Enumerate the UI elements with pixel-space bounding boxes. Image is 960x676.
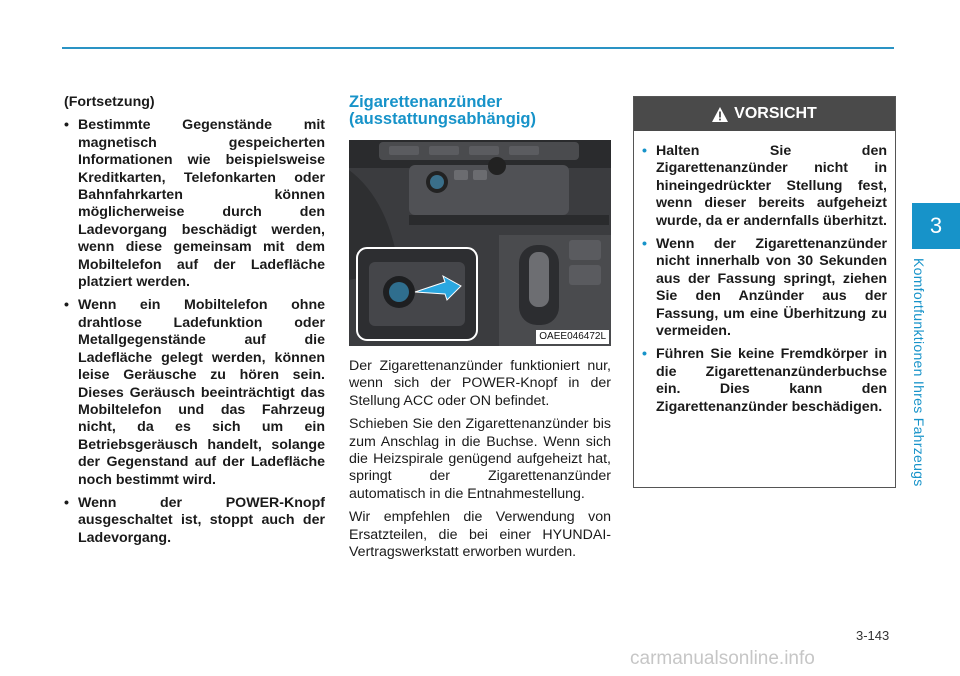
chapter-number-tab[interactable]: 3 (912, 203, 960, 249)
caution-box (633, 96, 896, 488)
watermark: carmanualsonline.info (630, 648, 815, 669)
top-rule (62, 47, 894, 49)
middle-column (349, 94, 611, 567)
section-title-line-1: Zigarettenanzünder (349, 93, 503, 111)
lighter-instructions (349, 358, 611, 561)
section-title-line-2: (ausstattungsabhängig) (349, 110, 537, 128)
list-item: • Führen Sie keine Fremdkörper in die Zigarettenanzünderbuchse ein. Dies kann den Zigarettenanzünder beschädigen. (642, 346, 887, 416)
left-bullet-list (64, 117, 325, 547)
section-title (349, 94, 611, 128)
caution-bullet-list (642, 143, 887, 416)
cigarette-lighter-photo (349, 140, 611, 346)
list-item: • Halten Sie den Zigarettenanzünder nicht in hineingedrückter Stellung fest, wenn dieser bereits aufgeheizt wurde, da er andernfalls überhitzt. (642, 143, 887, 230)
paragraph: Der Zigarettenanzünder funktioniert nur, wenn sich der POWER-Knopf in der Stellung ACC oder ON befindet. (349, 358, 611, 409)
list-item: • Bestimmte Gegenstände mit magnetisch gespeicherten Informationen wie beispielsweise Kreditkarten, Telefonkarten oder Bahnfahrkarten können möglicherweise durch den Ladevorgang beschädigt werden, wenn diese gemeinsam mit dem Mobiltelefon auf der Ladefläche platziert werden. (64, 117, 325, 291)
warning-triangle-icon (712, 107, 728, 122)
caution-body (634, 131, 895, 416)
paragraph: Wir empfehlen die Verwendung von Ersatzteilen, die bei einer HYUNDAI-Vertragswerkstatt erworben wurden. (349, 509, 611, 561)
page-number: 3-143 (856, 628, 890, 643)
caution-header (634, 97, 895, 131)
left-column (64, 94, 325, 553)
image-code: OAEE046472L (536, 330, 609, 344)
chapter-title-vertical: Komfortfunktionen Ihres Fahrzeugs (911, 258, 927, 487)
console-illustration (349, 140, 611, 346)
continuation-label: (Fortsetzung) (64, 94, 155, 110)
paragraph: Schieben Sie den Zigarettenanzünder bis zum Anschlag in die Buchse. Wenn sich die Heizspirale genügend aufgeheizt hat, springt der Zigarettenanzünder automatisch in die Entnahmestellung. (349, 416, 611, 502)
caution-heading: VORSICHT (734, 105, 817, 122)
list-item: • Wenn der Zigarettenanzünder nicht innerhalb von 30 Sekunden aus der Fassung springt, ziehen Sie den Anzünder aus der Fassung, um eine Überhitzung zu vermeiden. (642, 236, 887, 340)
list-item: • Wenn ein Mobiltelefon ohne drahtlose Ladefunktion oder Metallgegenstände auf die Ladefläche gelegt werden, können leise Geräusche zu hören sein. Dieses Geräusch beeinträchtigt das Mobiltelefon und das Fahrzeug nicht, da es sich um ein Betriebsgeräusch handelt, solange der Gegenstand auf der Ladefläche noch bestimmt wird. (64, 297, 325, 488)
list-item: • Wenn der POWER-Knopf ausgeschaltet ist, stoppt auch der Ladevorgang. (64, 495, 325, 547)
